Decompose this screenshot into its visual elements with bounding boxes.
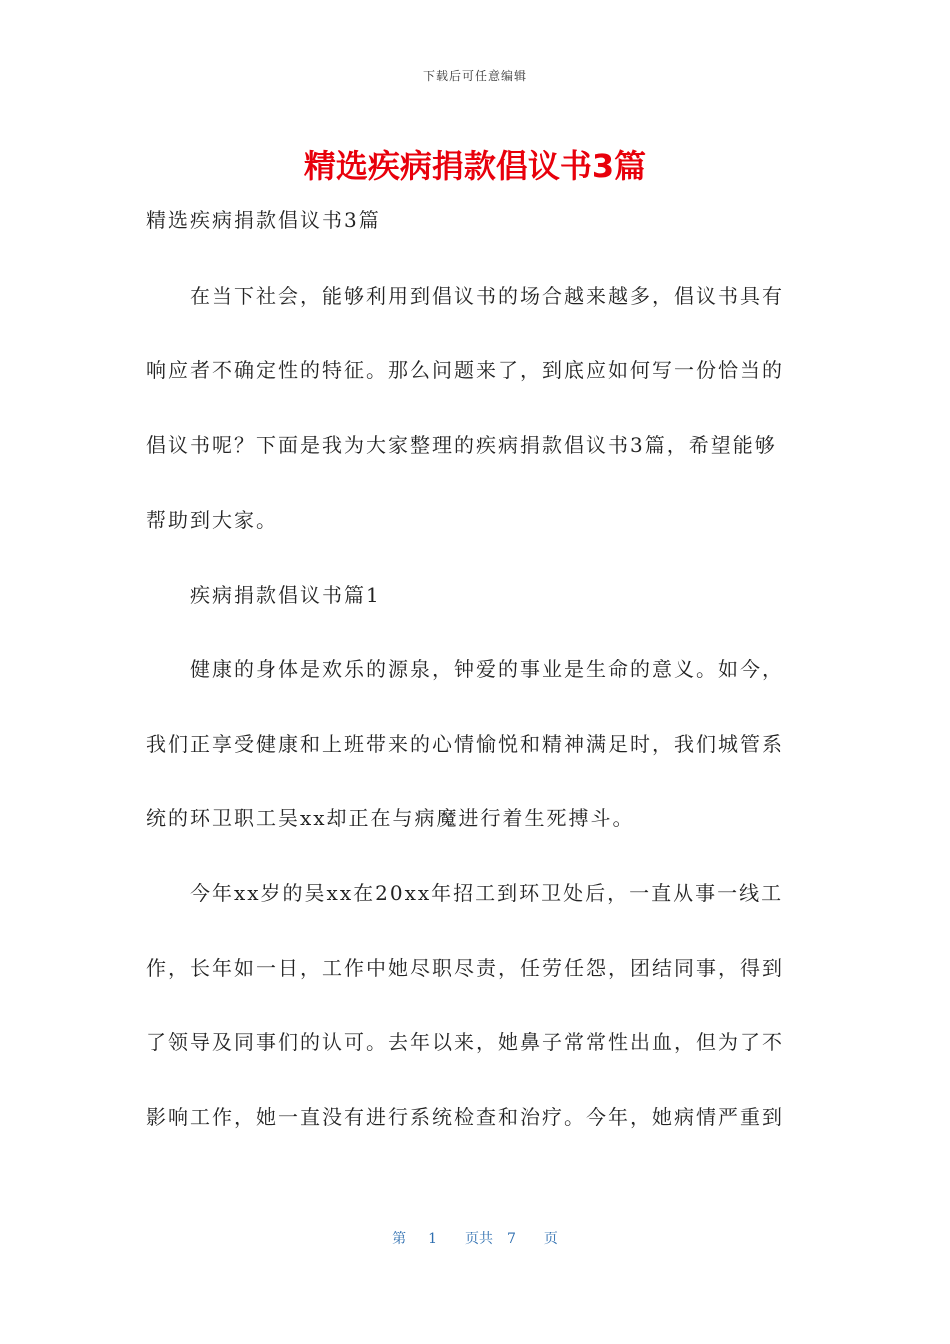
page-current: 1 <box>428 1231 437 1247</box>
paragraph-line: 响应者不确定性的特征。那么问题来了，到底应如何写一份恰当的 <box>146 358 784 382</box>
paragraph-line: 了领导及同事们的认可。去年以来，她鼻子常常性出血，但为了不 <box>146 1030 784 1054</box>
paragraph-line: 统的环卫职工吴xx却正在与病魔进行着生死搏斗。 <box>146 806 635 830</box>
paragraph-line: 倡议书呢？下面是我为大家整理的疾病捐款倡议书3篇，希望能够 <box>146 433 777 457</box>
page-suffix: 页 <box>543 1231 558 1247</box>
paragraph-line: 我们正享受健康和上班带来的心情愉悦和精神满足时，我们城管系 <box>146 732 784 756</box>
subtitle-line: 精选疾病捐款倡议书3篇 <box>146 208 381 232</box>
paragraph-line: 今年xx岁的吴xx在20xx年招工到环卫处后，一直从事一线工 <box>190 881 784 905</box>
page-footer <box>0 1228 950 1248</box>
page-total: 7 <box>507 1231 516 1247</box>
paragraph-line: 在当下社会，能够利用到倡议书的场合越来越多，倡议书具有 <box>190 284 784 308</box>
paragraph-line: 影响工作，她一直没有进行系统检查和治疗。今年，她病情严重到 <box>146 1105 784 1129</box>
paragraph-line: 帮助到大家。 <box>146 508 278 532</box>
paragraph-line: 作，长年如一日，工作中她尽职尽责，任劳任怨，团结同事，得到 <box>146 956 784 980</box>
page-middle: 页共 <box>465 1231 493 1247</box>
paragraph-line: 健康的身体是欢乐的源泉，钟爱的事业是生命的意义。如今， <box>190 657 784 681</box>
section-heading: 疾病捐款倡议书篇1 <box>190 583 381 607</box>
document-title: 精选疾病捐款倡议书3篇 <box>303 147 647 185</box>
page-header: 下载后可任意编辑 <box>422 69 527 83</box>
page-prefix: 第 <box>392 1231 407 1247</box>
